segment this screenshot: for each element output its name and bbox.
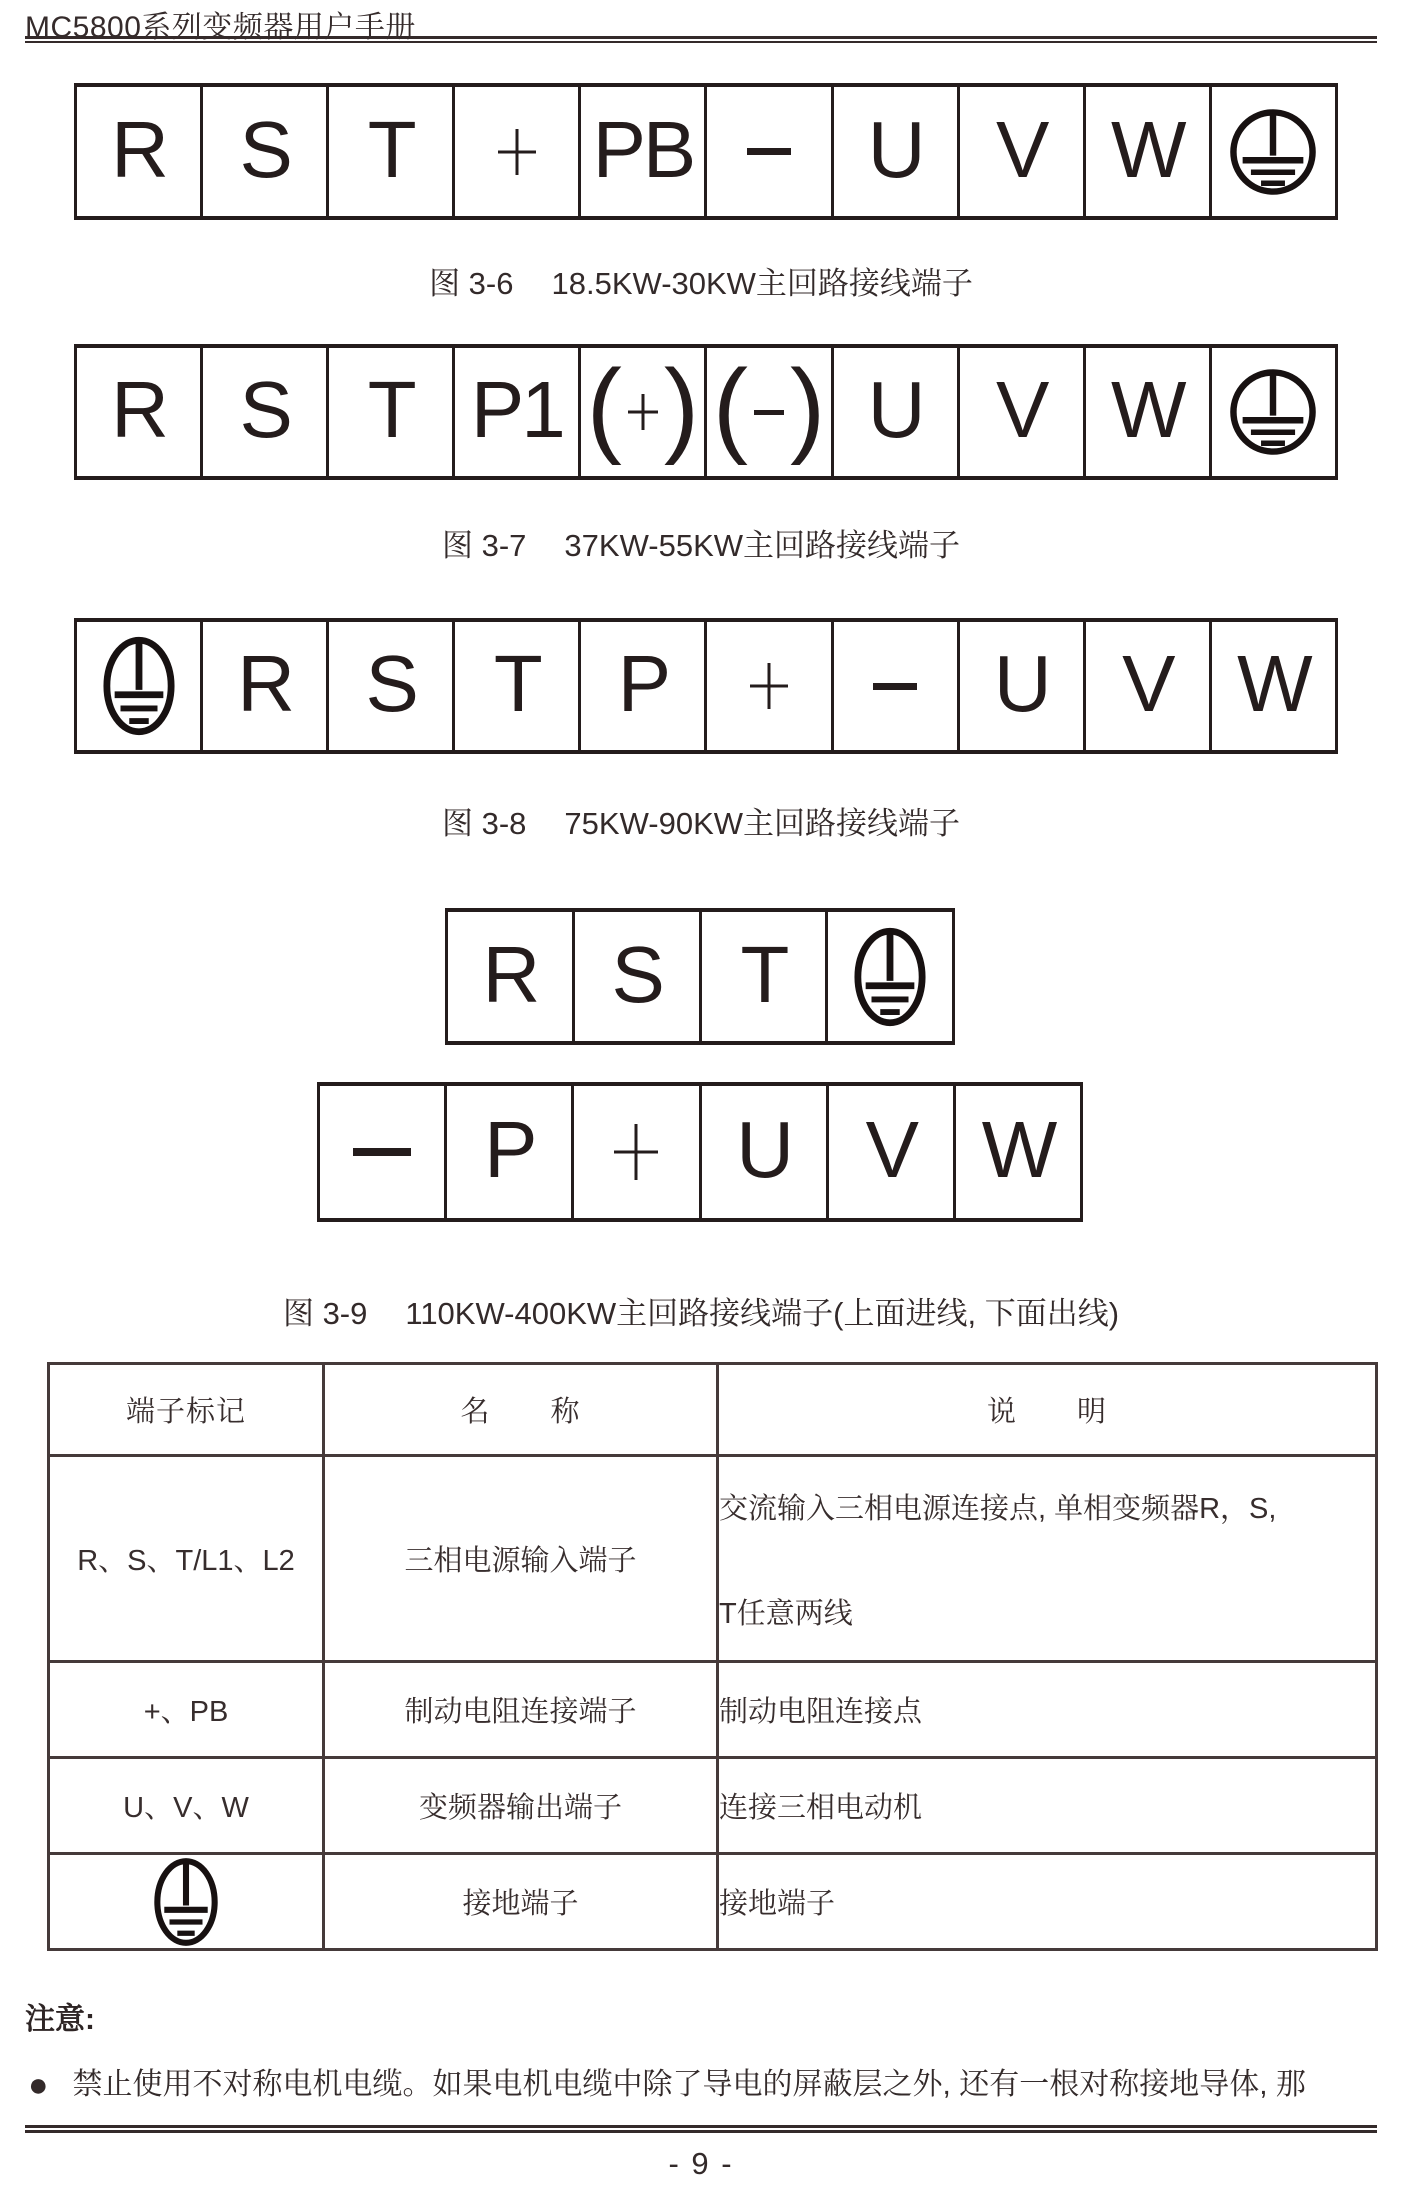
terminal-strip-37-55kw <box>74 344 1338 480</box>
terminal-cell-T: T <box>702 912 829 1041</box>
terminal-cell-ground <box>77 622 203 750</box>
minus-icon <box>754 410 784 415</box>
terminal-cell-T: T <box>329 87 455 216</box>
terminal-cell-R: R <box>77 87 203 216</box>
col-header-terminal-mark: 端子标记 <box>49 1364 324 1456</box>
terminal-cell-R: R <box>77 348 203 476</box>
figure-3-8-caption <box>0 798 1402 843</box>
figure-3-7-caption <box>0 520 1402 565</box>
terminal-description-cell <box>718 1854 1377 1950</box>
terminal-cell-V: V <box>960 87 1086 216</box>
left-paren: ( <box>712 348 749 467</box>
table-row <box>49 1456 1377 1662</box>
minus-icon <box>353 1148 411 1156</box>
terminal-cell-S: S <box>203 348 329 476</box>
col-header-name: 名 称 <box>324 1364 718 1456</box>
terminal-cell-minus <box>707 87 833 216</box>
protective-earth-icon <box>153 1856 219 1948</box>
terminal-mark-cell: +、PB <box>49 1662 324 1758</box>
figure-label: 图 3-6 <box>429 266 514 301</box>
terminal-description-cell <box>718 1758 1377 1854</box>
page-title: MC5800系列变频器用户手册 <box>25 11 416 44</box>
plus-icon <box>614 1124 658 1180</box>
figure-3-6-caption <box>0 258 1402 303</box>
protective-earth-icon <box>102 635 176 737</box>
terminal-cell-T: T <box>455 622 581 750</box>
terminal-cell-ground <box>828 912 952 1041</box>
terminal-cell-U: U <box>960 622 1086 750</box>
terminal-mark-cell: R、S、T/L1、L2 <box>49 1456 324 1662</box>
description-line: 交流输入三相电源连接点, 单相变频器R，S, <box>719 1492 1277 1525</box>
terminal-cell-W: W <box>1086 348 1212 476</box>
terminal-cell-V: V <box>829 1086 956 1218</box>
terminal-cell-V: V <box>960 348 1086 476</box>
terminal-cell-W: W <box>1086 87 1212 216</box>
terminal-cell-plus <box>707 622 833 750</box>
terminal-cell-P: P <box>581 622 707 750</box>
terminal-description-table <box>47 1362 1378 1951</box>
terminal-cell-P: P <box>447 1086 574 1218</box>
terminal-cell-U: U <box>834 87 960 216</box>
figure-3-9-caption <box>0 1288 1402 1333</box>
right-paren: ) <box>663 348 700 467</box>
terminal-cell-plus <box>574 1086 701 1218</box>
description-line: T任意两线 <box>719 1597 853 1630</box>
terminal-cell-S: S <box>329 622 455 750</box>
terminal-strip-18-30kw <box>74 83 1338 220</box>
note-item <box>28 2064 1383 2107</box>
terminal-name-cell: 三相电源输入端子 <box>324 1456 718 1662</box>
terminal-strip-110-400kw-input <box>445 908 955 1045</box>
figure-title: 37KW-55KW主回路接线端子 <box>564 528 961 563</box>
note-heading: 注意: <box>25 2003 95 2036</box>
terminal-cell-paren-plus <box>581 348 707 476</box>
header-divider <box>25 36 1377 43</box>
col-header-description: 说 明 <box>718 1364 1377 1456</box>
terminal-cell-ground <box>1212 87 1335 216</box>
bullet-icon: ● <box>28 2066 49 2104</box>
terminal-name-cell: 变频器输出端子 <box>324 1758 718 1854</box>
description-line: 接地端子 <box>719 1888 836 1920</box>
description-line: 制动电阻连接点 <box>719 1696 923 1728</box>
terminal-cell-R: R <box>448 912 575 1041</box>
terminal-cell-U: U <box>702 1086 829 1218</box>
figure-title: 110KW-400KW主回路接线端子(上面进线, 下面出线) <box>405 1296 1120 1331</box>
terminal-cell-V: V <box>1086 622 1212 750</box>
terminal-cell-S: S <box>575 912 702 1041</box>
terminal-name-cell: 制动电阻连接端子 <box>324 1662 718 1758</box>
plus-icon <box>498 129 536 175</box>
table-row <box>49 1854 1377 1950</box>
terminal-description-cell <box>718 1456 1377 1662</box>
table-header-row <box>49 1364 1377 1456</box>
terminal-cell-ground <box>1212 348 1335 476</box>
terminal-cell-minus <box>834 622 960 750</box>
terminal-cell-minus <box>320 1086 447 1218</box>
figure-label: 图 3-7 <box>441 528 527 563</box>
terminal-name-cell: 接地端子 <box>324 1854 718 1950</box>
terminal-mark-cell <box>49 1854 324 1950</box>
table-row <box>49 1758 1377 1854</box>
protective-earth-icon <box>1227 106 1319 198</box>
terminal-cell-U: U <box>834 348 960 476</box>
terminal-cell-S: S <box>203 87 329 216</box>
page-number: - 9 - <box>668 2146 734 2181</box>
figure-title: 75KW-90KW主回路接线端子 <box>564 806 961 841</box>
terminal-cell-paren-minus <box>707 348 833 476</box>
figure-title: 18.5KW-30KW主回路接线端子 <box>551 266 973 301</box>
minus-icon <box>873 683 917 690</box>
figure-label: 图 3-8 <box>441 806 527 841</box>
terminal-cell-W: W <box>981 1105 1055 1194</box>
terminal-strip-110-400kw-output <box>317 1082 1083 1222</box>
terminal-cell-T: T <box>329 348 455 476</box>
terminal-strip-75-90kw <box>74 618 1338 754</box>
terminal-cell-plus <box>455 87 581 216</box>
note-text: 禁止使用不对称电机电缆。如果电机电缆中除了导电的屏蔽层之外, 还有一根对称接地导体, 那 <box>72 2068 1306 2101</box>
plus-icon <box>750 663 788 709</box>
protective-earth-icon <box>853 926 927 1028</box>
terminal-cell-R: R <box>203 622 329 750</box>
figure-label: 图 3-9 <box>282 1296 368 1331</box>
footer-divider <box>25 2125 1377 2133</box>
description-line: 连接三相电动机 <box>719 1792 923 1824</box>
terminal-mark-cell: U、V、W <box>49 1758 324 1854</box>
terminal-description-cell <box>718 1662 1377 1758</box>
terminal-cell-PB: PB <box>581 87 707 216</box>
protective-earth-icon <box>1227 366 1319 458</box>
terminal-cell-W: W <box>1237 639 1310 728</box>
right-paren: ) <box>790 348 826 467</box>
terminal-cell-P1: P1 <box>455 348 581 476</box>
plus-icon <box>628 394 658 430</box>
left-paren: ( <box>586 348 622 467</box>
minus-icon <box>747 148 791 155</box>
table-row <box>49 1662 1377 1758</box>
